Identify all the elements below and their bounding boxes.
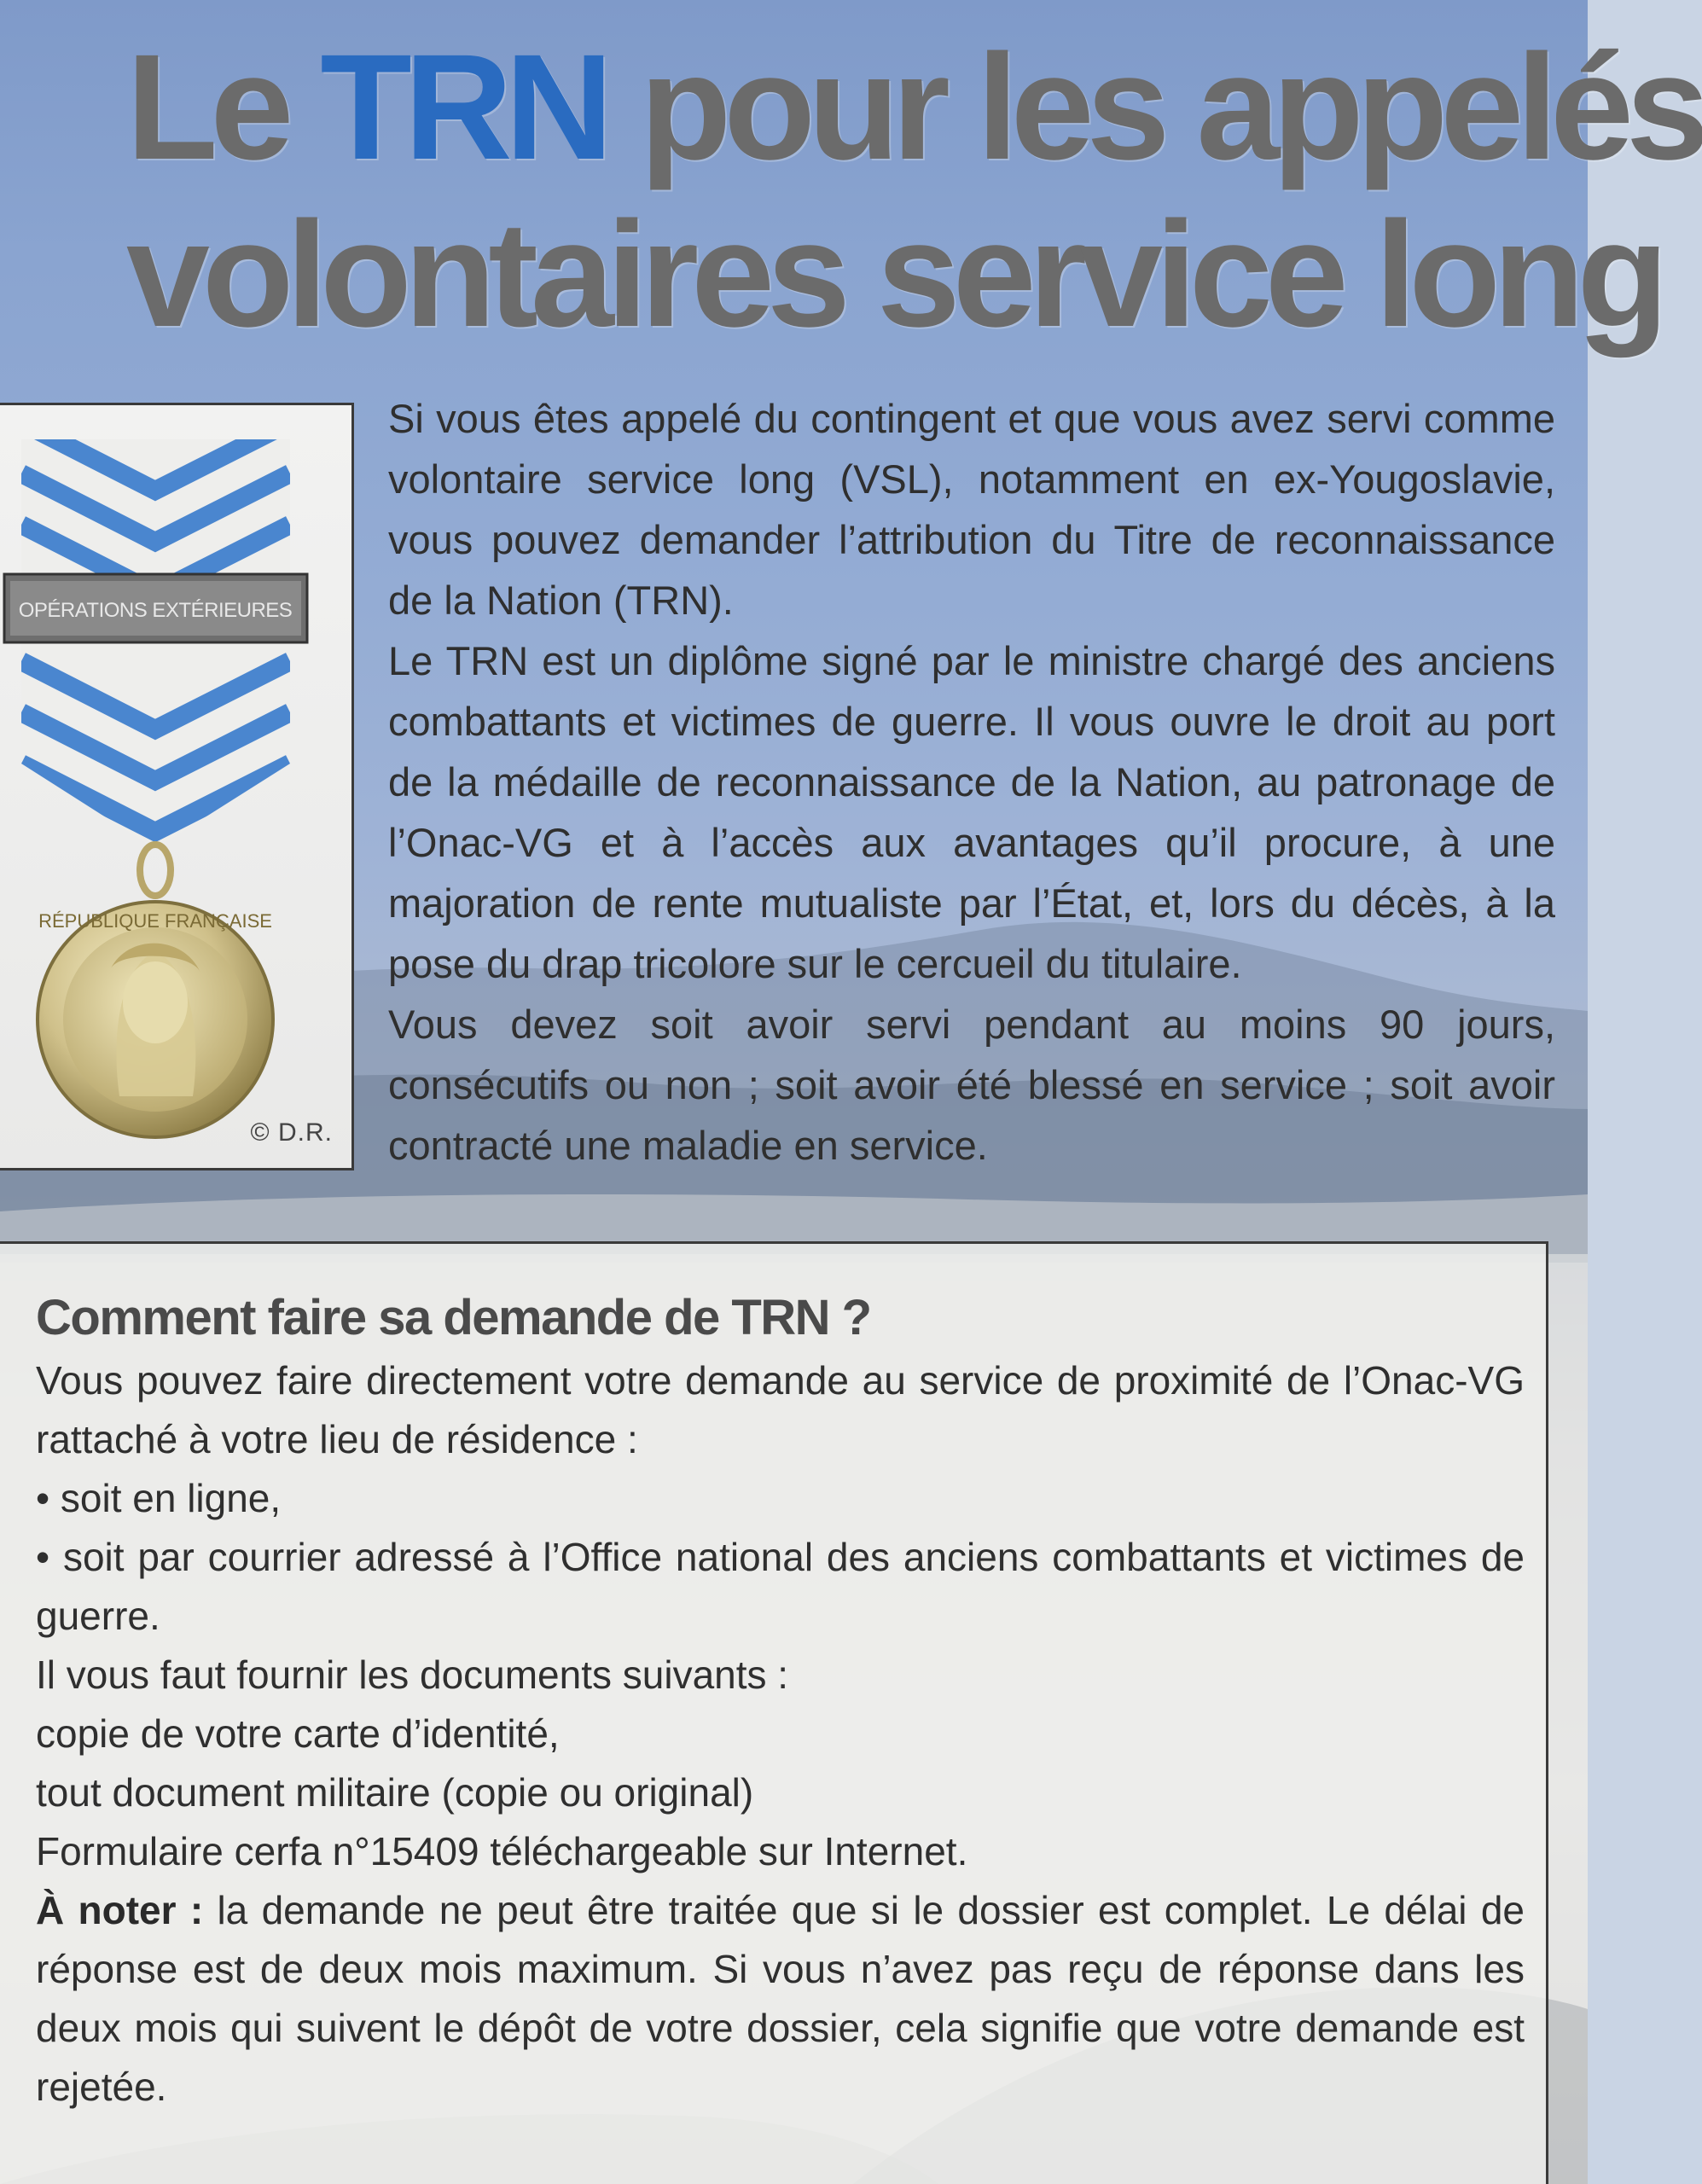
medal-illustration [0, 405, 354, 1173]
intro-paragraph-3: Vous devez soit avoir servi pendant au moins 90 jours, consécutifs ou non ; soit avoir été blessé en service ; soit avoir contracté une maladie en service. [388, 1002, 1555, 1168]
documents-intro: Il vous faut fournir les documents suivants : [36, 1653, 789, 1697]
document-identity: copie de votre carte d’identité, [36, 1711, 560, 1756]
intro-paragraph-1: Si vous êtes appelé du contingent et que vous avez servi comme volontaire service long (VSL), notamment en ex-Yougoslavie, vous pouvez demander l’attribution du Titre de reconnaissance de la Nation (TRN). [388, 396, 1555, 623]
document-military: tout document militaire (copie ou original) [36, 1770, 754, 1815]
intro-paragraph-2: Le TRN est un diplôme signé par le ministre chargé des anciens combattants et victimes de guerre. Il vous ouvre le droit au port de la médaille de reconnaissance de la Nation, au patronage de l’Onac-VG et à l’accès aux avantages qu’il procure, à une majoration de rente mutualiste par l’État, et, lors du décès, à la pose du drap tricolore sur le cercueil du titulaire. [388, 638, 1555, 986]
bullet-online: • soit en ligne, [36, 1476, 282, 1520]
title-line2: volontaires service long [126, 191, 1661, 358]
title-part2: pour les appelés [639, 24, 1702, 191]
medal-photo [0, 403, 354, 1170]
title-accent: TRN [320, 24, 607, 191]
how-to-apply-intro: Vous pouvez faire directement votre demande au service de proximité de l’Onac-VG rattaché à votre lieu de résidence : [36, 1358, 1525, 1461]
note-label: À noter : [36, 1888, 204, 1932]
document-form: Formulaire cerfa n°15409 téléchargeable sur Internet. [36, 1829, 968, 1873]
bullet-mail: • soit par courrier adressé à l’Office national des anciens combattants et victimes de guerre. [36, 1535, 1525, 1638]
how-to-apply-heading: Comment faire sa demande de TRN ? [36, 1290, 871, 1345]
note-text: la demande ne peut être traitée que si le dossier est complet. Le délai de réponse est de deux mois maximum. Si vous n’avez pas reçu de réponse dans les deux mois qui suivent le dépôt de votre dossier, cela signifie que votre demande est rejetée. [36, 1888, 1525, 2109]
medal-bar-text: OPÉRATIONS EXTÉRIEURES [18, 599, 293, 622]
how-to-apply-box [0, 1241, 1548, 2184]
title-part1: Le [126, 24, 287, 191]
how-to-apply-content [36, 1288, 1525, 2117]
medal-rim-text: RÉPUBLIQUE FRANÇAISE [38, 910, 272, 932]
page-title [126, 24, 1702, 358]
intro-text [388, 388, 1555, 1176]
note-paragraph [36, 1881, 1525, 2117]
photo-credit: © D.R. [250, 1118, 333, 1147]
